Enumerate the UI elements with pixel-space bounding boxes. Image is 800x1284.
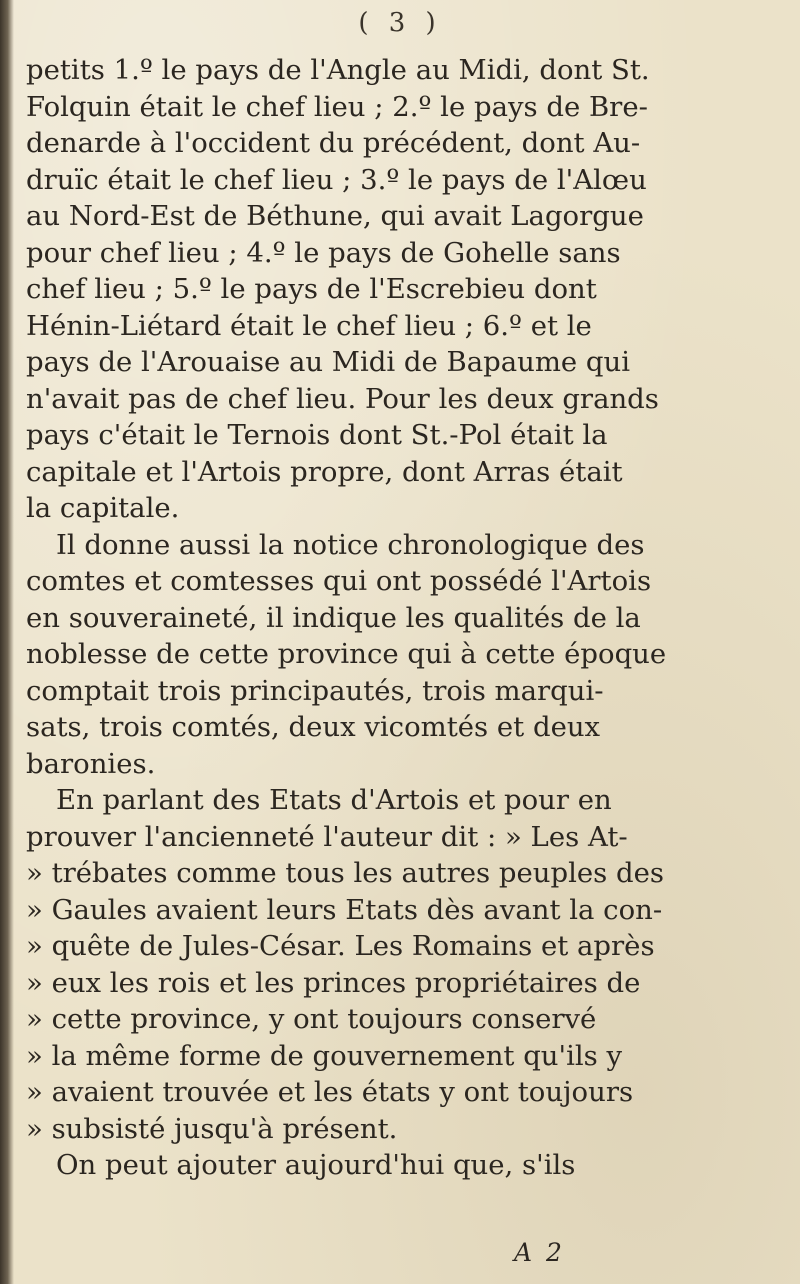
quote-line: » subsisté jusqu'à présent.: [26, 1112, 398, 1145]
quote-line: » trébates comme tous les autres peuples des: [26, 857, 664, 889]
quote-line: » la même forme de gouvernement qu'ils y: [26, 1039, 623, 1072]
text-line: druïc était le chef lieu ; 3.º le pays de l'Alœu: [26, 163, 647, 196]
text-line: la capitale.: [26, 492, 180, 524]
text-line: en souveraineté, il indique les qualités de la: [26, 601, 641, 634]
signature-mark: A 2: [514, 1238, 565, 1267]
paragraph-start-line: En parlant des Etats d'Artois et pour en: [56, 784, 612, 816]
text-line: pour chef lieu ; 4.º le pays de Gohelle sans: [26, 236, 621, 269]
text-line: baronies.: [26, 747, 156, 780]
text-line: petits 1.º le pays de l'Angle au Midi, dont St.: [26, 54, 650, 86]
paragraph-start-line: On peut ajouter aujourd'hui que, s'ils: [56, 1149, 576, 1181]
quote-line: » Gaules avaient leurs Etats dès avant la con-: [26, 893, 663, 926]
quote-line: » cette province, y ont toujours conservé: [26, 1003, 597, 1035]
text-line: Folquin était le chef lieu ; 2.º le pays de Bre-: [26, 90, 648, 123]
page-number: ( 3 ): [358, 8, 442, 38]
text-line: denarde à l'occident du précédent, dont Au-: [26, 127, 641, 159]
text-line: comtes et comtesses qui ont possédé l'Artois: [26, 565, 652, 597]
paragraph-start-line: Il donne aussi la notice chronologique des: [56, 528, 645, 561]
quote-line: » avaient trouvée et les états y ont toujours: [26, 1076, 634, 1108]
text-line: pays de l'Arouaise au Midi de Bapaume qui: [26, 346, 631, 378]
text-line: au Nord-Est de Béthune, qui avait Lagorgue: [26, 200, 644, 232]
text-line: n'avait pas de chef lieu. Pour les deux grands: [26, 382, 659, 415]
text-line: prouver l'ancienneté l'auteur dit : » Les At-: [26, 820, 628, 853]
text-line: comptait trois principautés, trois marqui-: [26, 674, 604, 707]
text-line: noblesse de cette province qui à cette époque: [26, 638, 667, 670]
book-spine-shadow: [0, 0, 14, 1284]
text-line: Hénin-Liétard était le chef lieu ; 6.º et le: [26, 309, 592, 342]
text-line: pays c'était le Ternois dont St.-Pol était la: [26, 419, 608, 451]
text-line: chef lieu ; 5.º le pays de l'Escrebieu dont: [26, 273, 597, 305]
quote-line: » eux les rois et les princes propriétaires de: [26, 966, 641, 999]
text-line: capitale et l'Artois propre, dont Arras était: [26, 455, 623, 488]
quote-line: » quête de Jules-César. Les Romains et après: [26, 930, 655, 962]
text-line: sats, trois comtés, deux vicomtés et deux: [26, 711, 601, 743]
body-text: [26, 52, 786, 1184]
